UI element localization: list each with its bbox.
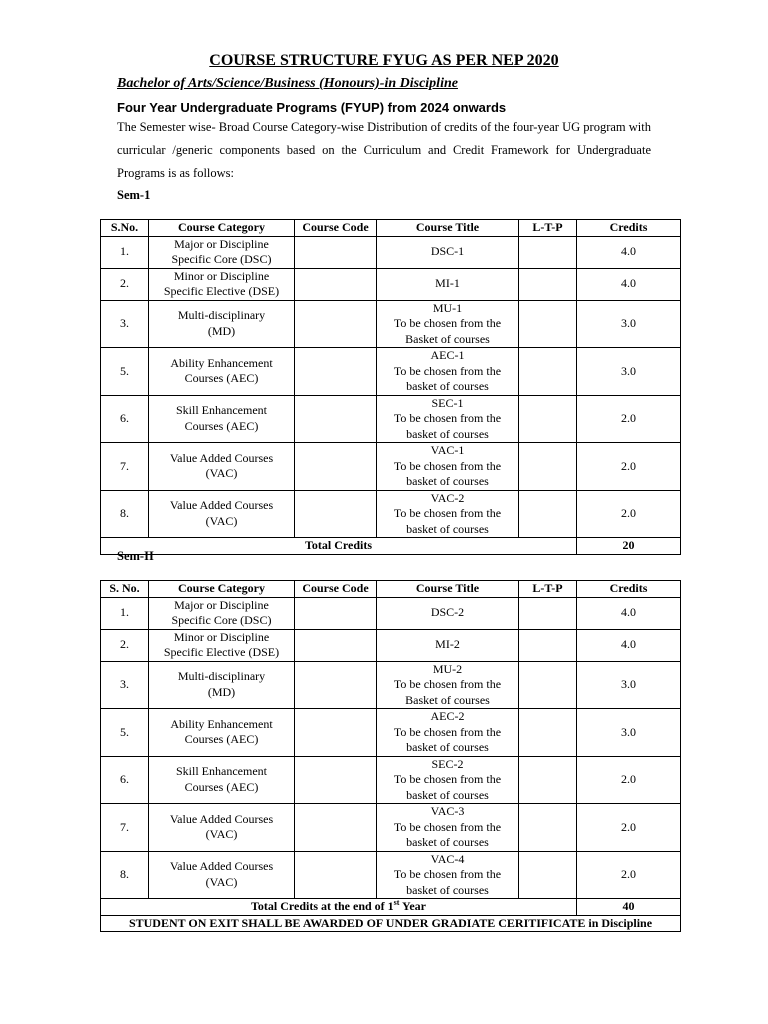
cell-code bbox=[295, 661, 377, 709]
cell-category bbox=[149, 709, 295, 757]
cell-ltp bbox=[519, 268, 577, 300]
total-label bbox=[101, 899, 577, 916]
header-credits: Credits bbox=[577, 220, 681, 237]
cell-code bbox=[295, 851, 377, 899]
category-line: Courses (AEC) bbox=[184, 371, 259, 386]
cell-code bbox=[295, 709, 377, 757]
cell-credits: 2.0 bbox=[577, 756, 681, 804]
cell-credits: 4.0 bbox=[577, 629, 681, 661]
cell-ltp bbox=[519, 629, 577, 661]
category-line: Specific Elective (DSE) bbox=[163, 284, 280, 298]
title-line: MU-1 bbox=[432, 300, 463, 315]
cell-category bbox=[149, 348, 295, 396]
title-line: DSC-2 bbox=[430, 605, 465, 620]
cell-code bbox=[295, 395, 377, 443]
title-line: basket of courses bbox=[406, 882, 489, 897]
cell-sno: 3. bbox=[101, 661, 149, 709]
category-line: Value Added Courses bbox=[169, 811, 274, 826]
title-line: To be chosen from the bbox=[393, 724, 502, 739]
cell-category bbox=[149, 597, 295, 629]
cell-credits: 3.0 bbox=[577, 348, 681, 396]
cell-ltp bbox=[519, 395, 577, 443]
cell-ltp bbox=[519, 300, 577, 348]
header-ltp: L-T-P bbox=[519, 581, 577, 598]
cell-ltp bbox=[519, 597, 577, 629]
category-line: Skill Enhancement bbox=[176, 403, 267, 418]
title-line: Basket of courses bbox=[405, 331, 490, 346]
cell-code bbox=[295, 629, 377, 661]
cell-category bbox=[149, 661, 295, 709]
cell-sno: 8. bbox=[101, 490, 149, 538]
table-row bbox=[101, 268, 681, 300]
title-line: basket of courses bbox=[406, 521, 489, 536]
cell-code bbox=[295, 804, 377, 852]
total-value: 40 bbox=[577, 899, 681, 916]
cell-title bbox=[377, 268, 519, 300]
category-line: Minor or Discipline bbox=[173, 268, 270, 283]
title-line: To be chosen from the bbox=[393, 458, 502, 473]
cell-code bbox=[295, 756, 377, 804]
table-header-row bbox=[101, 581, 681, 598]
cell-category bbox=[149, 756, 295, 804]
cell-category bbox=[149, 804, 295, 852]
cell-ltp bbox=[519, 236, 577, 268]
cell-credits: 4.0 bbox=[577, 236, 681, 268]
header-title: Course Title bbox=[377, 220, 519, 237]
cell-title bbox=[377, 300, 519, 348]
title-line: MI-1 bbox=[435, 276, 460, 291]
cell-sno: 5. bbox=[101, 709, 149, 757]
cell-credits: 4.0 bbox=[577, 597, 681, 629]
category-line: Multi-disciplinary bbox=[177, 308, 266, 323]
cell-sno: 1. bbox=[101, 236, 149, 268]
category-line: (VAC) bbox=[205, 466, 238, 481]
cell-title bbox=[377, 629, 519, 661]
category-line: Multi-disciplinary bbox=[177, 669, 266, 684]
cell-category bbox=[149, 236, 295, 268]
title-line: basket of courses bbox=[406, 474, 489, 488]
cell-title bbox=[377, 804, 519, 852]
table-row bbox=[101, 709, 681, 757]
cell-title bbox=[377, 348, 519, 396]
category-line: Specific Core (DSC) bbox=[171, 252, 272, 266]
cell-credits: 2.0 bbox=[577, 443, 681, 491]
category-line: Minor or Discipline bbox=[173, 629, 270, 644]
cell-sno: 5. bbox=[101, 348, 149, 396]
cell-title bbox=[377, 236, 519, 268]
sem1-label: Sem-1 bbox=[117, 188, 151, 202]
title-line: AEC-1 bbox=[430, 348, 465, 362]
title-line: SEC-2 bbox=[431, 756, 464, 771]
category-line: Value Added Courses bbox=[169, 498, 274, 513]
total-row bbox=[101, 538, 681, 555]
cell-ltp bbox=[519, 756, 577, 804]
cell-ltp bbox=[519, 709, 577, 757]
cell-ltp bbox=[519, 443, 577, 491]
title-line: To be chosen from the bbox=[393, 867, 502, 881]
table-row bbox=[101, 804, 681, 852]
cell-title bbox=[377, 661, 519, 709]
cell-title bbox=[377, 597, 519, 629]
title-line: To be chosen from the bbox=[393, 363, 502, 378]
title-line: AEC-2 bbox=[430, 709, 465, 723]
table-row bbox=[101, 597, 681, 629]
table-row bbox=[101, 661, 681, 709]
cell-credits: 2.0 bbox=[577, 395, 681, 443]
title-line: To be chosen from the bbox=[393, 411, 502, 425]
cell-credits: 3.0 bbox=[577, 300, 681, 348]
table-row bbox=[101, 756, 681, 804]
title-line: VAC-1 bbox=[430, 443, 465, 457]
table-row bbox=[101, 629, 681, 661]
total-label-text: Total Credits at the end of 1 bbox=[251, 899, 394, 913]
header-category: Course Category bbox=[149, 581, 295, 598]
cell-ltp bbox=[519, 851, 577, 899]
cell-code bbox=[295, 348, 377, 396]
cell-title bbox=[377, 851, 519, 899]
title-line: SEC-1 bbox=[431, 395, 464, 410]
title-line: MU-2 bbox=[432, 661, 463, 676]
title-line: To be chosen from the bbox=[393, 506, 502, 520]
cell-sno: 6. bbox=[101, 756, 149, 804]
exit-note-row bbox=[101, 915, 681, 932]
cell-credits: 3.0 bbox=[577, 709, 681, 757]
category-line: (MD) bbox=[207, 684, 236, 699]
category-line: Courses (AEC) bbox=[184, 732, 259, 747]
table-row bbox=[101, 395, 681, 443]
program-heading: Four Year Undergraduate Programs (FYUP) from 2024 onwards bbox=[117, 100, 507, 115]
header-category: Course Category bbox=[149, 220, 295, 237]
sem2-label: Sem-II bbox=[117, 549, 154, 563]
cell-ltp bbox=[519, 490, 577, 538]
category-line: Courses (AEC) bbox=[184, 779, 259, 794]
header-sno: S. No. bbox=[101, 581, 149, 598]
cell-sno: 7. bbox=[101, 443, 149, 491]
document-title: COURSE STRUCTURE FYUG AS PER NEP 2020 bbox=[209, 52, 559, 69]
cell-sno: 2. bbox=[101, 268, 149, 300]
table-row bbox=[101, 490, 681, 538]
table-row bbox=[101, 236, 681, 268]
table-header-row bbox=[101, 220, 681, 237]
cell-credits: 2.0 bbox=[577, 804, 681, 852]
cell-ltp bbox=[519, 661, 577, 709]
cell-category bbox=[149, 443, 295, 491]
title-line: Basket of courses bbox=[405, 692, 490, 707]
cell-title bbox=[377, 490, 519, 538]
total-value: 20 bbox=[577, 538, 681, 555]
intro-paragraph: The Semester wise- Broad Course Category-wise Distribution of credits of the four-year UG program with curricular /generic components based on the Curriculum and Credit Framework for Undergraduate Programs is as follows: bbox=[117, 120, 651, 180]
cell-credits: 4.0 bbox=[577, 268, 681, 300]
exit-note: STUDENT ON EXIT SHALL BE AWARDED OF UNDER GRADIATE CERITIFICATE in Discipline bbox=[101, 915, 681, 932]
category-line: (VAC) bbox=[205, 513, 238, 528]
cell-ltp bbox=[519, 804, 577, 852]
header-title: Course Title bbox=[377, 581, 519, 598]
title-line: basket of courses bbox=[406, 426, 489, 441]
category-line: Value Added Courses bbox=[169, 859, 274, 874]
cell-category bbox=[149, 268, 295, 300]
document-subtitle: Bachelor of Arts/Science/Business (Honours)-in Discipline bbox=[117, 76, 458, 91]
table-row bbox=[101, 851, 681, 899]
title-line: MI-2 bbox=[435, 637, 460, 652]
total-label-sup: st bbox=[393, 898, 400, 907]
total-label: Total Credits bbox=[101, 538, 577, 555]
title-line: To be chosen from the bbox=[393, 772, 502, 786]
header-credits: Credits bbox=[577, 581, 681, 598]
total-label-year: Year bbox=[399, 899, 426, 913]
category-line: Courses (AEC) bbox=[184, 418, 259, 433]
category-line: Specific Elective (DSE) bbox=[163, 645, 280, 659]
title-line: VAC-4 bbox=[430, 851, 465, 866]
cell-category bbox=[149, 395, 295, 443]
sem1-course-table bbox=[100, 219, 681, 555]
category-line: Major or Discipline bbox=[174, 236, 269, 251]
title-line: To be chosen from the bbox=[393, 819, 502, 834]
category-line: Major or Discipline bbox=[174, 597, 269, 612]
cell-credits: 2.0 bbox=[577, 851, 681, 899]
category-line: Value Added Courses bbox=[169, 450, 274, 465]
cell-sno: 8. bbox=[101, 851, 149, 899]
cell-code bbox=[295, 597, 377, 629]
category-line: (VAC) bbox=[205, 874, 238, 889]
cell-sno: 7. bbox=[101, 804, 149, 852]
title-line: basket of courses bbox=[406, 740, 489, 754]
cell-category bbox=[149, 300, 295, 348]
header-sno: S.No. bbox=[101, 220, 149, 237]
cell-code bbox=[295, 268, 377, 300]
title-line: VAC-3 bbox=[430, 804, 465, 818]
cell-code bbox=[295, 443, 377, 491]
cell-category bbox=[149, 851, 295, 899]
title-line: VAC-2 bbox=[430, 490, 465, 505]
title-line: basket of courses bbox=[406, 379, 489, 393]
category-line: (VAC) bbox=[205, 827, 238, 842]
cell-sno: 2. bbox=[101, 629, 149, 661]
cell-sno: 6. bbox=[101, 395, 149, 443]
sem2-course-table bbox=[100, 580, 681, 932]
category-line: Ability Enhancement bbox=[170, 716, 273, 731]
header-ltp: L-T-P bbox=[519, 220, 577, 237]
cell-credits: 2.0 bbox=[577, 490, 681, 538]
cell-code bbox=[295, 300, 377, 348]
cell-sno: 1. bbox=[101, 597, 149, 629]
cell-title bbox=[377, 756, 519, 804]
cell-sno: 3. bbox=[101, 300, 149, 348]
header-code: Course Code bbox=[295, 220, 377, 237]
cell-code bbox=[295, 490, 377, 538]
title-line: basket of courses bbox=[406, 835, 489, 849]
cell-title bbox=[377, 443, 519, 491]
title-line: To be chosen from the bbox=[393, 677, 502, 691]
cell-code bbox=[295, 236, 377, 268]
table-row bbox=[101, 348, 681, 396]
category-line: Specific Core (DSC) bbox=[171, 613, 272, 627]
cell-ltp bbox=[519, 348, 577, 396]
cell-category bbox=[149, 490, 295, 538]
category-line: (MD) bbox=[207, 323, 236, 338]
category-line: Ability Enhancement bbox=[170, 355, 273, 370]
title-line: To be chosen from the bbox=[393, 316, 502, 330]
total-row bbox=[101, 899, 681, 916]
cell-title bbox=[377, 709, 519, 757]
cell-category bbox=[149, 629, 295, 661]
title-line: DSC-1 bbox=[430, 244, 465, 259]
table-row bbox=[101, 443, 681, 491]
header-code: Course Code bbox=[295, 581, 377, 598]
title-line: basket of courses bbox=[406, 787, 489, 802]
cell-title bbox=[377, 395, 519, 443]
cell-credits: 3.0 bbox=[577, 661, 681, 709]
table-row bbox=[101, 300, 681, 348]
category-line: Skill Enhancement bbox=[176, 764, 267, 779]
